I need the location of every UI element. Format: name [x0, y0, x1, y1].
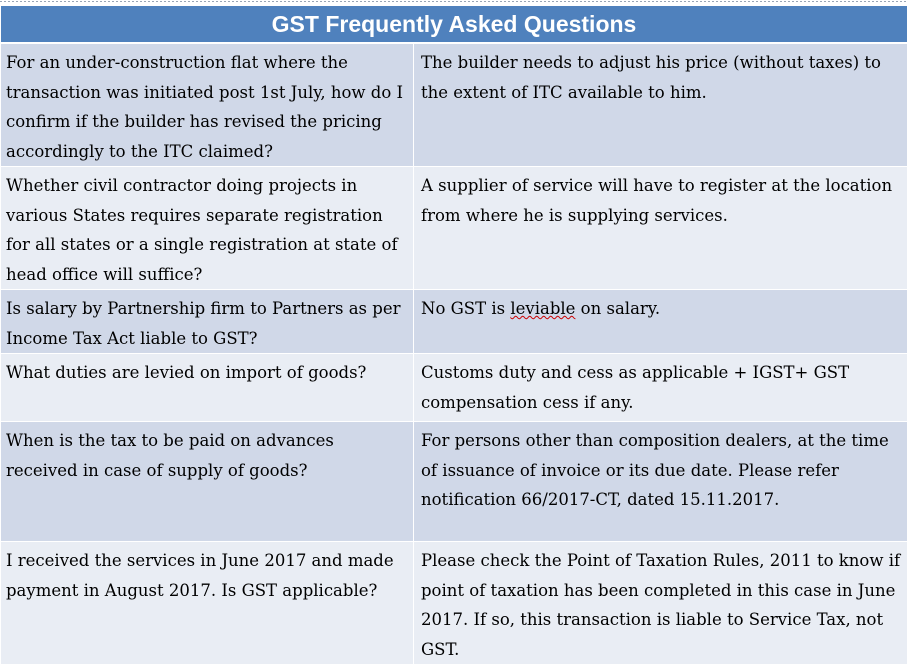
table-row	[1, 354, 907, 422]
question-cell: Whether civil contractor doing projects in various States requires separate registration for all states or a single registration at state of head office will suffice?	[1, 167, 414, 290]
table-row	[1, 290, 907, 354]
answer-cell: A supplier of service will have to register at the location from where he is supplying services.	[414, 167, 907, 290]
table-row	[1, 167, 907, 290]
spellcheck-word: leviable	[510, 299, 575, 318]
question-cell: What duties are levied on import of goods?	[1, 354, 414, 422]
answer-text-start: No GST is	[421, 299, 510, 318]
faq-table	[0, 6, 907, 665]
answer-cell: Please check the Point of Taxation Rules, 2011 to know if point of taxation has been completed in this case in June 2017. If so, this transaction is liable to Service Tax, not GST.	[414, 542, 907, 665]
page-title: GST Frequently Asked Questions	[1, 6, 907, 43]
answer-cell: Customs duty and cess as applicable + IGST+ GST compensation cess if any.	[414, 354, 907, 422]
question-cell: When is the tax to be paid on advances received in case of supply of goods?	[1, 422, 414, 542]
question-cell: For an under-construction flat where the transaction was initiated post 1st July, how do I confirm if the builder has revised the pricing accordingly to the ITC claimed?	[1, 43, 414, 167]
answer-text-end: on salary.	[575, 299, 660, 318]
question-cell: I received the services in June 2017 and made payment in August 2017. Is GST applicable?	[1, 542, 414, 665]
answer-cell: The builder needs to adjust his price (without taxes) to the extent of ITC available to him.	[414, 43, 907, 167]
table-row	[1, 422, 907, 542]
question-cell: Is salary by Partnership firm to Partners as per Income Tax Act liable to GST?	[1, 290, 414, 354]
answer-cell: For persons other than composition dealers, at the time of issuance of invoice or its due date. Please refer notification 66/2017-CT, dated 15.11.2017.	[414, 422, 907, 542]
table-row	[1, 542, 907, 665]
header-row	[1, 6, 907, 43]
table-row	[1, 43, 907, 167]
answer-cell	[414, 290, 907, 354]
